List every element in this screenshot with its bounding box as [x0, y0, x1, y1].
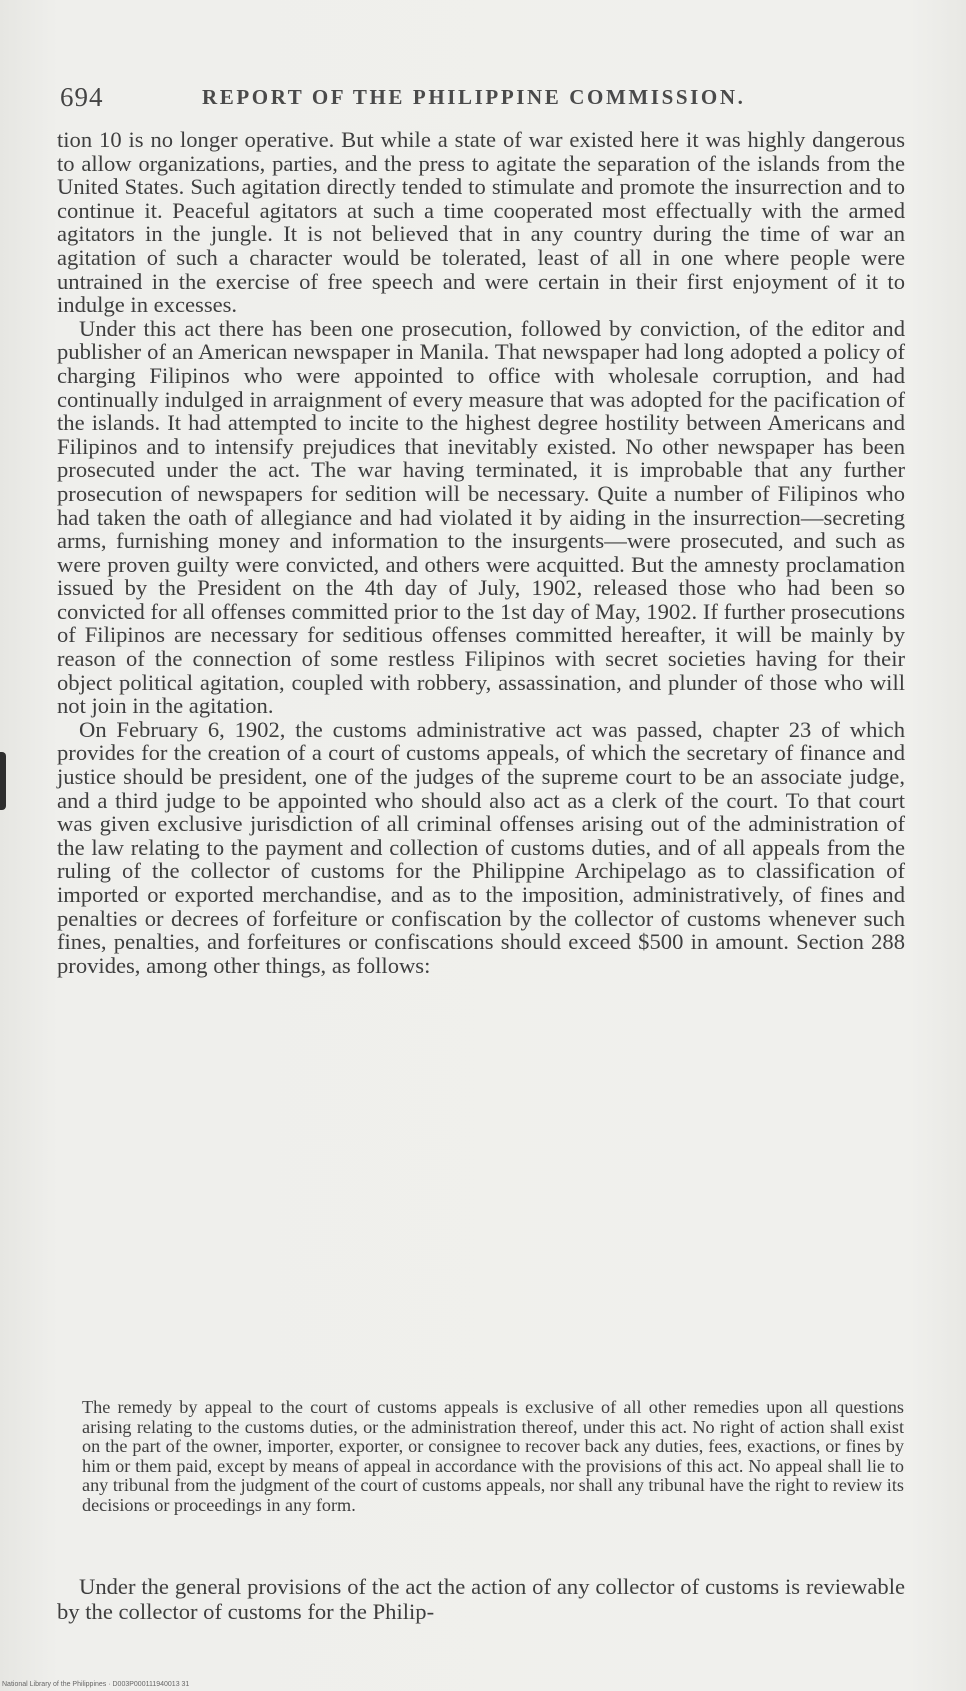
page-number: 694	[60, 82, 104, 112]
running-title: REPORT OF THE PHILIPPINE COMMISSION.	[202, 85, 746, 109]
scan-edge-mark	[0, 752, 6, 810]
body-text	[57, 128, 905, 977]
scan-footer-note: National Library of the Philippines · D003P000111940013 31	[2, 1681, 190, 1688]
paragraph-prosecution: Under this act there has been one prosecution, followed by conviction, of the editor and publisher of an American newspaper in Manila. That newspaper had long adopted a policy of charging Filipinos who were appointed to office with wholesale corruption, and had continually indulged in arraignment of every measure that was adopted for the pacification of the islands. It had attempted to incite to the highest degree hostility between Americans and Filipinos and to intensify prejudices that inevitably existed. No other newspaper has been prosecuted under the act. The war having terminated, it is improbable that any further prosecution of newspapers for sedition will be necessary. Quite a number of Filipinos who had taken the oath of allegiance and had violated it by aiding in the insurrection—secreting arms, furnishing money and information to the insurgents—were prosecuted, and such as were proven guilty were convicted, and others were acquitted. But the amnesty proclamation issued by the President on the 4th day of July, 1902, released those who had been so convicted for all offenses committed prior to the 1st day of May, 1902. If further prosecutions of Filipinos are necessary for seditious offenses committed hereafter, it will be mainly by reason of the connection of some restless Filipinos with secret societies having for their object political agitation, coupled with robbery, assassination, and plunder of those who will not join in the agitation.	[57, 315, 905, 719]
page-header	[60, 82, 910, 112]
quote-section-288: The remedy by appeal to the court of customs appeals is exclusive of all other remedies upon all questions arising relating to the customs duties, or the administration thereof, under this act. No right of action shall exist on the part of the owner, importer, exporter, or consignee to recover back any duties, fees, exactions, or fines by him or them paid, except by means of appeal in accordance with the provisions of this act. No appeal shall lie to any tribunal from the judgment of the court of customs appeals, nor shall any tribunal have the right to review its decisions or proceedings in any form.	[82, 1397, 904, 1515]
paragraph-customs-act: On February 6, 1902, the customs administrative act was passed, chapter 23 of which provides for the creation of a court of customs appeals, of which the secretary of finance and justice should be president, one of the judges of the supreme court to be an associate judge, and a third judge to be appointed who should also act as a clerk of the court. To that court was given exclusive jurisdiction of all criminal offenses arising out of the administration of the law relating to the payment and collection of customs duties, and of all appeals from the ruling of the collector of customs for the Philippine Archipelago as to classification of imported or exported merchandise, and as to the imposition, administratively, of fines and penalties or decrees of forfeiture or confiscation by the collector of customs whenever such fines, penalties, and forfeitures or confiscations should exceed $500 in amount. Section 288 provides, among other things, as follows:	[57, 716, 905, 978]
block-quote	[82, 1398, 904, 1516]
final-text	[57, 1575, 905, 1624]
paragraph-continuation: tion 10 is no longer operative. But while a state of war existed here it was highly dangerous to allow organizations, parties, and the press to agitate the separation of the islands from the United States. Such agitation directly tended to stimulate and promote the insurrection and to continue it. Peaceful agitators at such a time cooperated most effectually with the armed agitators in the jungle. It is not believed that in any country during the time of war an agitation of such a character would be tolerated, least of all in one where people were untrained in the exercise of free speech and were certain in their first enjoyment of it to indulge in excesses.	[57, 127, 905, 318]
paragraph-general-provisions: Under the general provisions of the act the action of any collector of customs is reviewable by the collector of customs for the Philip-	[57, 1574, 905, 1624]
